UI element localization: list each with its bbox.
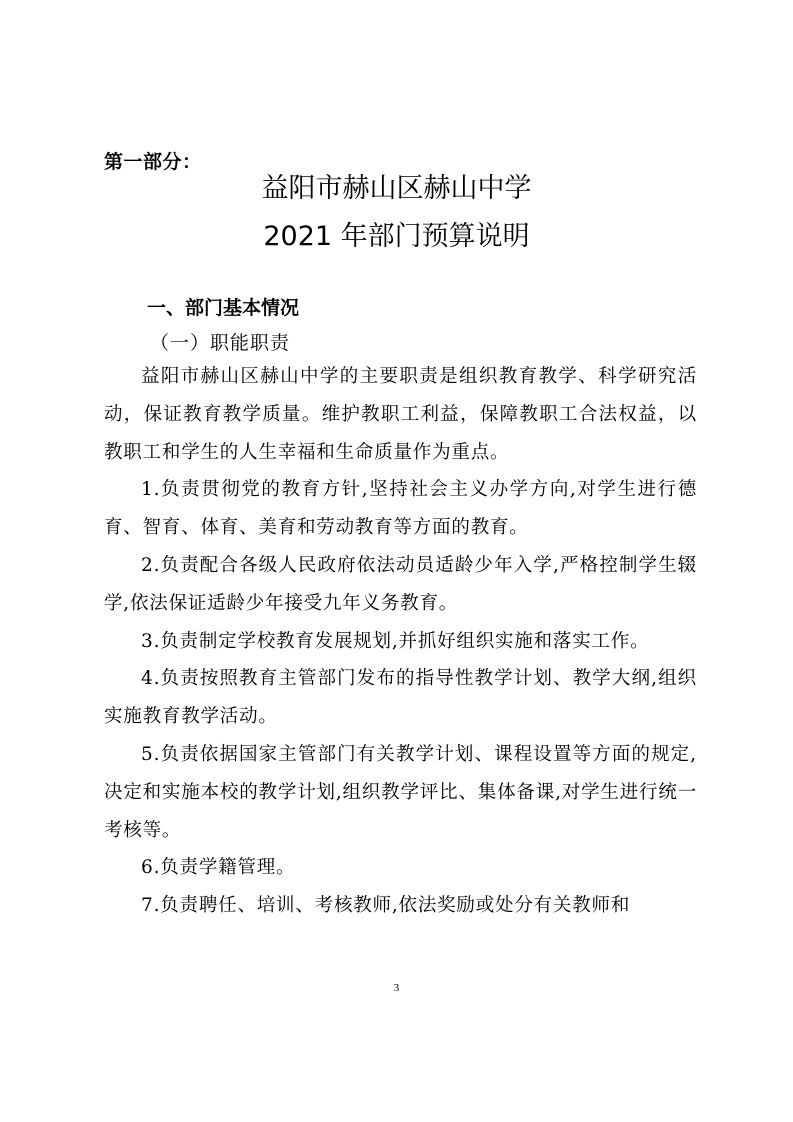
paragraph: 7.负责聘任、培训、考核教师,依法奖励或处分有关教师和 xyxy=(141,895,631,917)
paragraph: 3.负责制定学校教育发展规划,并抓好组织实施和落实工作。 xyxy=(141,630,650,652)
paragraph: 4.负责按照教育主管部门发布的指导性教学计划、教学大纲,组织实施教育教学活动。 xyxy=(104,668,697,728)
document-title-line-2: 2021 年部门预算说明 xyxy=(263,221,530,252)
sub-heading: （一）职能职责 xyxy=(150,332,291,354)
document-title-line-1: 益阳市赫山区赫山中学 xyxy=(261,173,532,204)
paragraph: 2.负责配合各级人民政府依法动员适龄少年入学,严格控制学生辍学,依法保证适龄少年接受九年义务教育。 xyxy=(104,554,697,614)
section-heading: 一、部门基本情况 xyxy=(147,297,300,319)
body-text xyxy=(104,358,697,925)
part-label: 第一部分： xyxy=(104,151,202,173)
paragraph: 1.负责贯彻党的教育方针,坚持社会主义办学方向,对学生进行德育、智育、体育、美育和劳动教育等方面的教育。 xyxy=(104,479,697,539)
page-number: 3 xyxy=(393,982,400,994)
paragraph: 6.负责学籍管理。 xyxy=(141,857,296,879)
paragraph: 益阳市赫山区赫山中学的主要职责是组织教育教学、科学研究活动，保证教育教学质量。维护教职工利益，保障教职工合法权益，以教职工和学生的人生幸福和生命质量作为重点。 xyxy=(104,366,697,463)
paragraph: 5.负责依据国家主管部门有关教学计划、课程设置等方面的规定,决定和实施本校的教学计划,组织教学评比、集体备课,对学生进行统一考核等。 xyxy=(104,743,697,841)
